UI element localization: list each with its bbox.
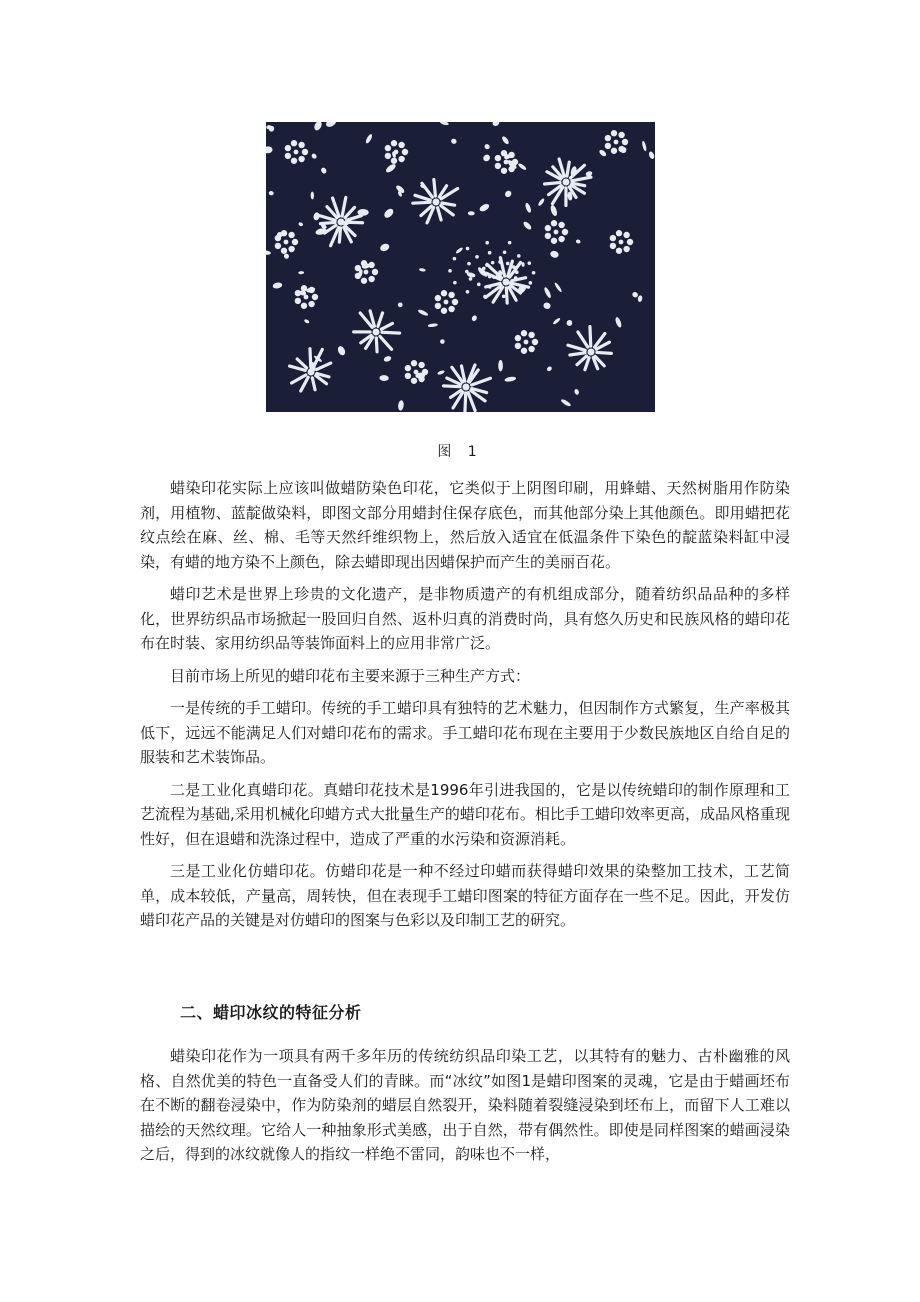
paragraph-4: 一是传统的手工蜡印。传统的手工蜡印具有独特的艺术魅力，但因制作方式繁复，生产率极其低下，远远不能满足人们对蜡印花布的需求。手工蜡印花布现在主要用于少数民族地区自给自足的服装和艺术装饰品。 (140, 699, 790, 766)
paragraph-1: 蜡染印花实际上应该叫做蜡防染色印花，它类似于上阴图印刷，用蜂蜡、天然树脂用作防染剂，用植物、蓝靛做染料，即图文部分用蜡封住保存底色，而其他部分染上其他颜色。即用蜡把花纹点绘在麻、丝、棉、毛等天然纤维织物上，然后放入适宜在低温条件下染色的靛蓝染料缸中浸染，有蜡的地方染不上颜色，除去蜡即现出因蜡保护而产生的美丽百花。 (140, 479, 790, 571)
paragraph-3: 目前市场上所见的蜡印花布主要来源于三种生产方式： (170, 666, 531, 685)
batik-fabric-image (266, 122, 655, 412)
body-text (140, 476, 790, 941)
paragraph-5: 二是工业化真蜡印花。真蜡印花技术是1996年引进我国的，它是以传统蜡印的制作原理和工艺流程为基础,采用机械化印蜡方式大批量生产的蜡印花布。相比手工蜡印效率更高，成品风格重现性好，但在退蜡和洗涤过程中，造成了严重的水污染和资源消耗。 (140, 780, 790, 848)
figure-caption: 图 1 (437, 444, 483, 460)
section-heading: 二、蜡印冰纹的特征分析 (180, 1003, 362, 1022)
paragraph-2: 蜡印艺术是世界上珍贵的文化遗产，是非物质遗产的有机组成部分，随着纺织品品种的多样化，世界纺织品市场掀起一股回归自然、返朴归真的消费时尚，具有悠久历史和民族风格的蜡印花布在时装、家用纺织品等装饰面料上的应用非常广泛。 (140, 585, 790, 652)
section-paragraph: 蜡染印花作为一项具有两千多年历的传统纺织品印染工艺，以其特有的魅力、古朴幽雅的风格、自然优美的特色一直备受人们的青睐。而“冰纹”如图1是蜡印图案的灵魂，它是由于蜡画坯布在不断的翻卷浸染中，作为防染剂的蜡层自然裂开，染料随着裂缝浸染到坯布上，而留下人工难以描绘的天然纹理。它给人一种抽象形式美感，出于自然，带有偶然性。即使是同样图案的蜡画浸染之后，得到的冰纹就像人的指纹一样绝不雷同，韵味也不一样， (140, 1047, 790, 1163)
paragraph-6: 三是工业化仿蜡印花。仿蜡印花是一种不经过印蜡而获得蜡印效果的染整加工技术，工艺简单，成本较低，产量高，周转快，但在表现手工蜡印图案的特征方面存在一些不足。因此，开发仿蜡印花产品的关键是对仿蜡印的图案与色彩以及印制工艺的研究。 (140, 862, 790, 929)
section-body-text (140, 1044, 790, 1167)
batik-pattern (266, 122, 655, 412)
